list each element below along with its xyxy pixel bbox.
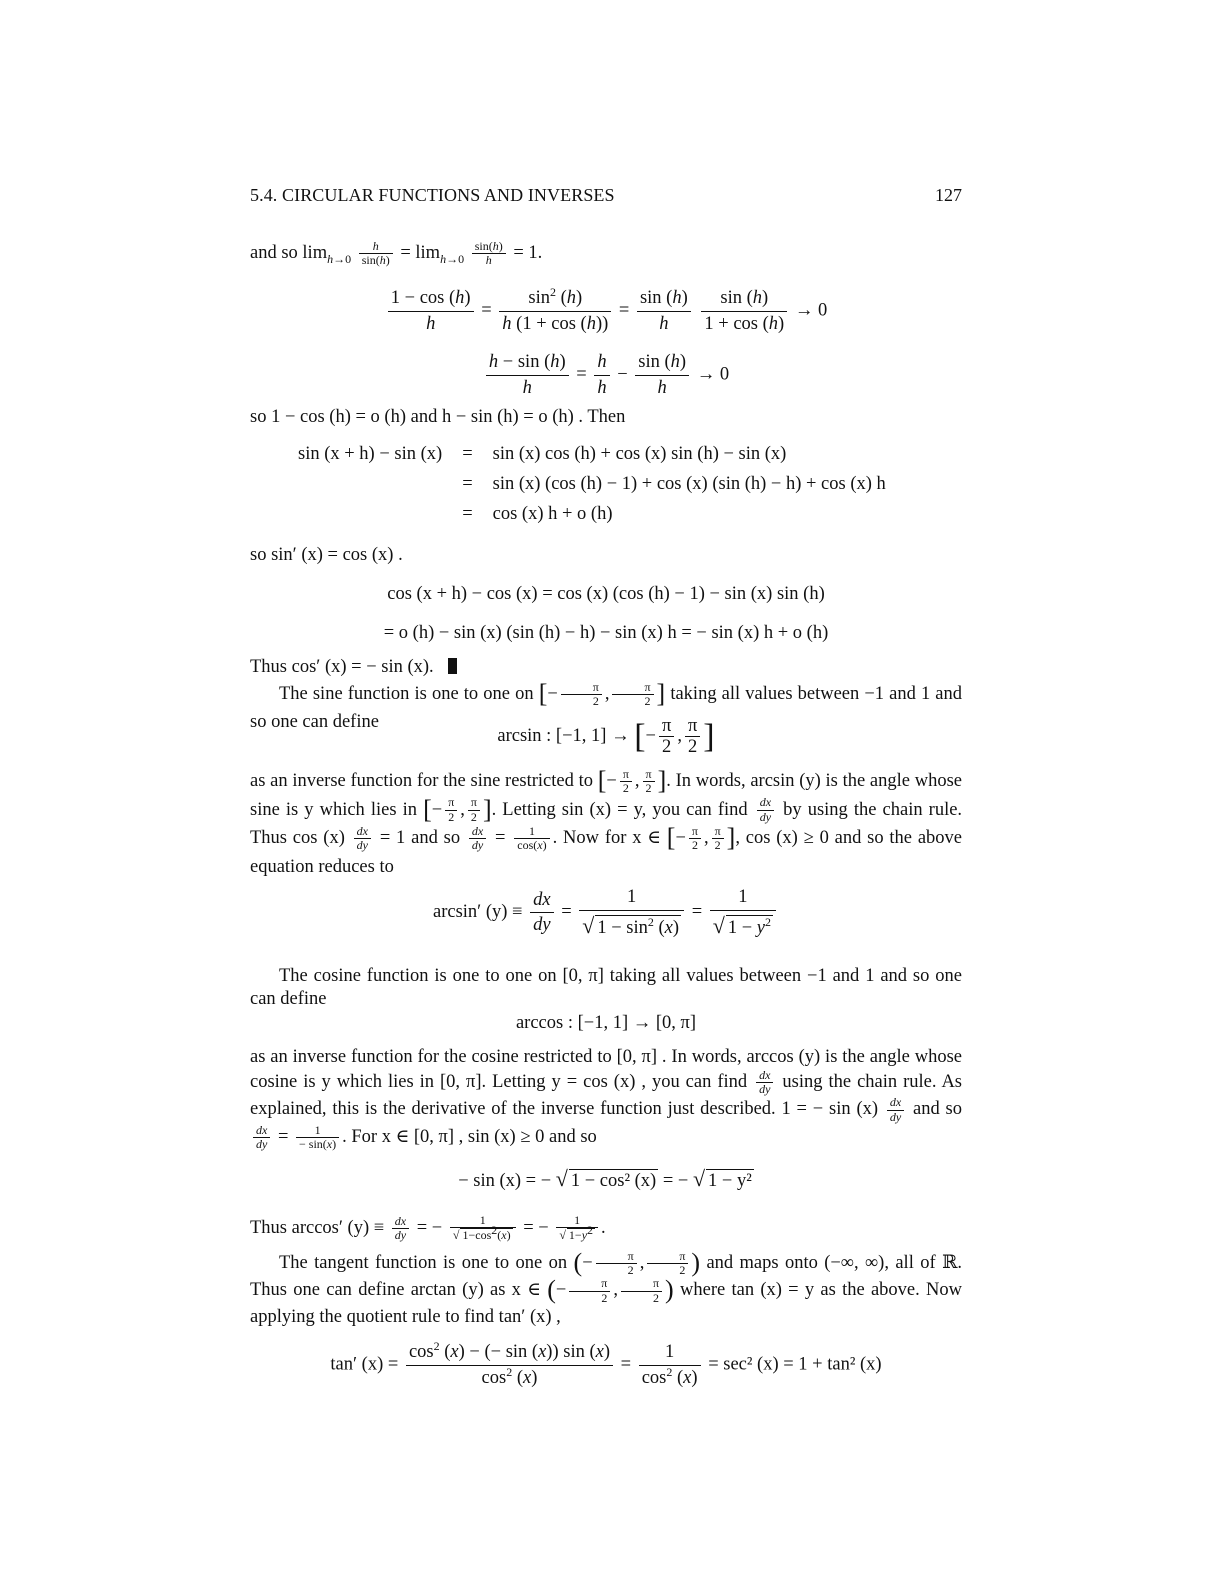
paragraph-text: . Letting sin (x) = y, you can find <box>491 799 748 820</box>
paragraph-text: . For x ∈ [0, π] , sin (x) ≥ 0 and so <box>342 1126 597 1147</box>
fraction: $\frac{h}{h}$ <box>594 350 609 401</box>
fraction: $\frac{\sin(h)}{h}$ <box>472 240 506 267</box>
limit-text: and so lim <box>250 243 328 264</box>
paragraph-text: by using the chain rule. Thus cos (x) <box>250 799 963 848</box>
paragraph-cosine-inverse: The cosine function is one to one on [0, π] taking all values between −1 and 1 and so one can define <box>250 966 962 1010</box>
sin-rhs-1: sin (x) cos (h) + cos (x) sin (h) − sin (x) <box>492 444 787 465</box>
limit-statement: and so $\lim_{h\to 0}$ $\frac{h}{\sin(h)}$ = $\lim_{h\to 0}$ $\frac{\sin(h)}{h}$ = 1. <box>250 239 543 268</box>
paragraph-arcsin-derivation: as an inverse function for the sine restricted to [− $\frac{\pi}{2}$ , $\frac{\pi}{2}$ ]. In words, arcsin (y) is the angle whose sine is y which lies in [− $\frac{\pi}{2}$ , $\frac{\pi}{2}$ ]. Letting sin (x) = y, you can find $\frac{dx}{dy}$ by using the chain rule. Thus cos (x) $\frac{dx}{dy}$ = 1 and so $\frac{dx}{dy}$ = $\frac{1}{\cos(x)}$ . Now for x ∈ [− $\frac{\pi}{2}$ , $\frac{\pi}{2}$ ], cos (x) ≥ 0 and so the above equation reduces to <box>250 766 963 877</box>
paragraph-sine-inverse: The sine function is one to one on [− $\frac{\pi}{2}$ , $\frac{\pi}{2}$ ] taking all values between −1 and 1 and so one can define <box>250 679 963 732</box>
arccos-derivative-statement: Thus arccos′ (y) ≡ $\frac{dx}{dy}$ = − $\frac{1}{√ 1-\cos^2(x)}$ = − $\frac{1}{√ 1-y^2}$ . <box>250 1213 606 1243</box>
eq-text: − sin (x) = − <box>458 1171 552 1191</box>
eq-text: = sec² (x) = 1 + tan² (x) <box>708 1354 882 1375</box>
negative-sine-equation: − sin (x) = − √ 1 − cos² (x) = − √ 1 − y² <box>250 1165 962 1193</box>
arcsin-def-text: arcsin : [−1, 1] → <box>497 726 630 747</box>
tangent-derivative-equation: tan′ (x) = $\frac{\cos^2 (x) - (- \sin (x)) \sin (x)}{\cos^2 (x)}$ = $\frac{1}{\cos^2 (x)}$ = sec² (x) = 1 + tan² (x) <box>330 1338 882 1388</box>
sin-rhs-2: sin (x) (cos (h) − 1) + cos (x) (sin (h) − h) + cos (x) h <box>492 474 886 495</box>
eq-text: 1 − y² <box>706 1169 754 1193</box>
cos-equation-line-2: = o (h) − sin (x) (sin (h) − h) − sin (x) h = − sin (x) h + o (h) <box>383 623 829 643</box>
paragraph-text: as an inverse function for the cosine restricted to [0, π] . In words, arccos (y) is the angle whose cosine is y which lies in [0, π]. Letting y = cos (x) , you can find <box>250 1047 962 1093</box>
paragraph-text: and so <box>913 1099 963 1120</box>
paragraph-tangent: The tangent function is one to one on (− $\frac{\pi}{2}$ , $\frac{\pi}{2}$ ) and maps onto (−∞, ∞), all of ℝ. Thus one can define arctan (y) as x ∈ (− $\frac{\pi}{2}$ , $\frac{\pi}{2}$ ) where tan (x) = y as the above. Now applying the quotient rule to find tan′ (x) , <box>250 1248 963 1327</box>
eq-text: = − <box>662 1171 689 1191</box>
arccos-definition: arccos : [−1, 1] → [0, π] <box>515 1013 697 1033</box>
arccos-text: Thus arccos′ (y) ≡ <box>250 1218 385 1239</box>
sine-derivative-equations: sin (x + h) − sin (x) = sin (x) cos (h) + cos (x) sin (h) − sin (x) = sin (x) (cos (h) − 1) + cos (x) (sin (h) − h) + cos (x) h = cos (x) h + o (h) <box>292 440 892 530</box>
paragraph-text: = 1 and so <box>379 828 461 848</box>
arrow-zero: → 0 <box>794 300 828 321</box>
paragraph-text: The tangent function is one to one on <box>279 1253 568 1274</box>
fraction: $\frac{1 - \cos (h)}{h}$ <box>388 286 474 337</box>
equation-one-minus-cos: $\frac{1 - \cos (h)}{h}$ = $\frac{\sin^2 (h)}{h (1 + \cos (h))}$ = $\frac{\sin (h)}{h}$ $\frac{\sin (h)}{1 + \cos (h)}$ → 0 <box>250 286 962 337</box>
paragraph-text: as an inverse function for the sine restricted to <box>250 771 593 791</box>
paragraph-text: The sine function is one to one on <box>279 684 534 704</box>
cos-prime-text: Thus cos′ (x) = − sin (x). <box>250 657 434 677</box>
arcsin-derivative-equation: arcsin′ (y) ≡ $\frac{dx}{dy}$ = $\frac{1}{√ 1 - \sin^2 (x)}$ = $\frac{1}{√ 1 - y^2}$ <box>250 885 962 941</box>
paragraph-text: . Now for x ∈ <box>552 828 661 848</box>
fraction: $\frac{\sin (h)}{h}$ <box>635 350 689 401</box>
cos-prime-statement <box>250 656 457 679</box>
little-o-statement: so 1 − cos (h) = o (h) and h − sin (h) = o (h) . Then <box>250 407 626 427</box>
paragraph-text: using the chain rule. As explained, this is the derivative of the inverse function just described. 1 = − sin (x) <box>250 1072 963 1120</box>
textbook-page <box>250 0 962 1584</box>
fraction: $\frac{h}{\sin(h)}$ <box>359 240 393 267</box>
qed-square-icon <box>448 658 457 674</box>
fraction: $\frac{h - \sin (h)}{h}$ <box>486 350 569 401</box>
paragraph-text: , cos (x) ≥ 0 and so the above equation reduces to <box>250 828 963 877</box>
cos-equation-line-1: cos (x + h) − cos (x) = cos (x) (cos (h) − 1) − sin (x) sin (h) <box>387 584 825 604</box>
sin-rhs-3: cos (x) h + o (h) <box>492 504 613 525</box>
paragraph-arccos-derivation: as an inverse function for the cosine restricted to [0, π] . In words, arccos (y) is the angle whose cosine is y which lies in [0, π]. Letting y = cos (x) , you can find $\frac{dx}{dy}$ using the chain rule. As explained, this is the derivative of the inverse function just described. 1 = − sin (x) $\frac{dx}{dy}$ and so $\frac{dx}{dy}$ = $\frac{1}{- \sin(x)}$ . For x ∈ [0, π] , sin (x) ≥ 0 and so <box>250 1047 963 1151</box>
equation-h-minus-sin: $\frac{h - \sin (h)}{h}$ = $\frac{h}{h}$ − $\frac{\sin (h)}{h}$ → 0 <box>250 350 962 401</box>
tan-prime-text: tan′ (x) = <box>330 1354 399 1375</box>
fraction: $\frac{\sin (h)}{h}$ <box>637 286 691 337</box>
sin-prime-statement: so sin′ (x) = cos (x) . <box>250 545 403 565</box>
paragraph-text: . In words, arcsin (y) is the angle whose sine is y which lies in <box>250 771 962 820</box>
paragraph-text: taking all values between −1 and 1 and so one can define <box>250 684 963 732</box>
arrow-zero: → 0 <box>696 364 730 385</box>
fraction: $\frac{\sin^2 (h)}{h (1 + \cos (h))}$ <box>499 286 611 337</box>
paragraph-text: where tan (x) = y as the above. Now applying the quotient rule to find tan′ (x) , <box>250 1280 963 1327</box>
paragraph-text: and maps onto (−∞, ∞), all of ℝ. Thus one can define arctan (y) as x ∈ <box>250 1253 962 1301</box>
page-number: 127 <box>935 185 962 205</box>
eq-text: 1 − cos² (x) <box>569 1169 658 1193</box>
running-header: 5.4. CIRCULAR FUNCTIONS AND INVERSES <box>250 185 615 205</box>
arcsin-prime-text: arcsin′ (y) ≡ <box>433 902 523 923</box>
arcsin-definition: arcsin : [−1, 1] → [− $\frac{\pi}{2}$ , $\frac{\pi}{2}$ ] <box>497 716 715 758</box>
sin-lhs: sin (x + h) − sin (x) <box>298 444 443 465</box>
fraction: $\frac{\sin (h)}{1 + \cos (h)}$ <box>701 286 787 337</box>
